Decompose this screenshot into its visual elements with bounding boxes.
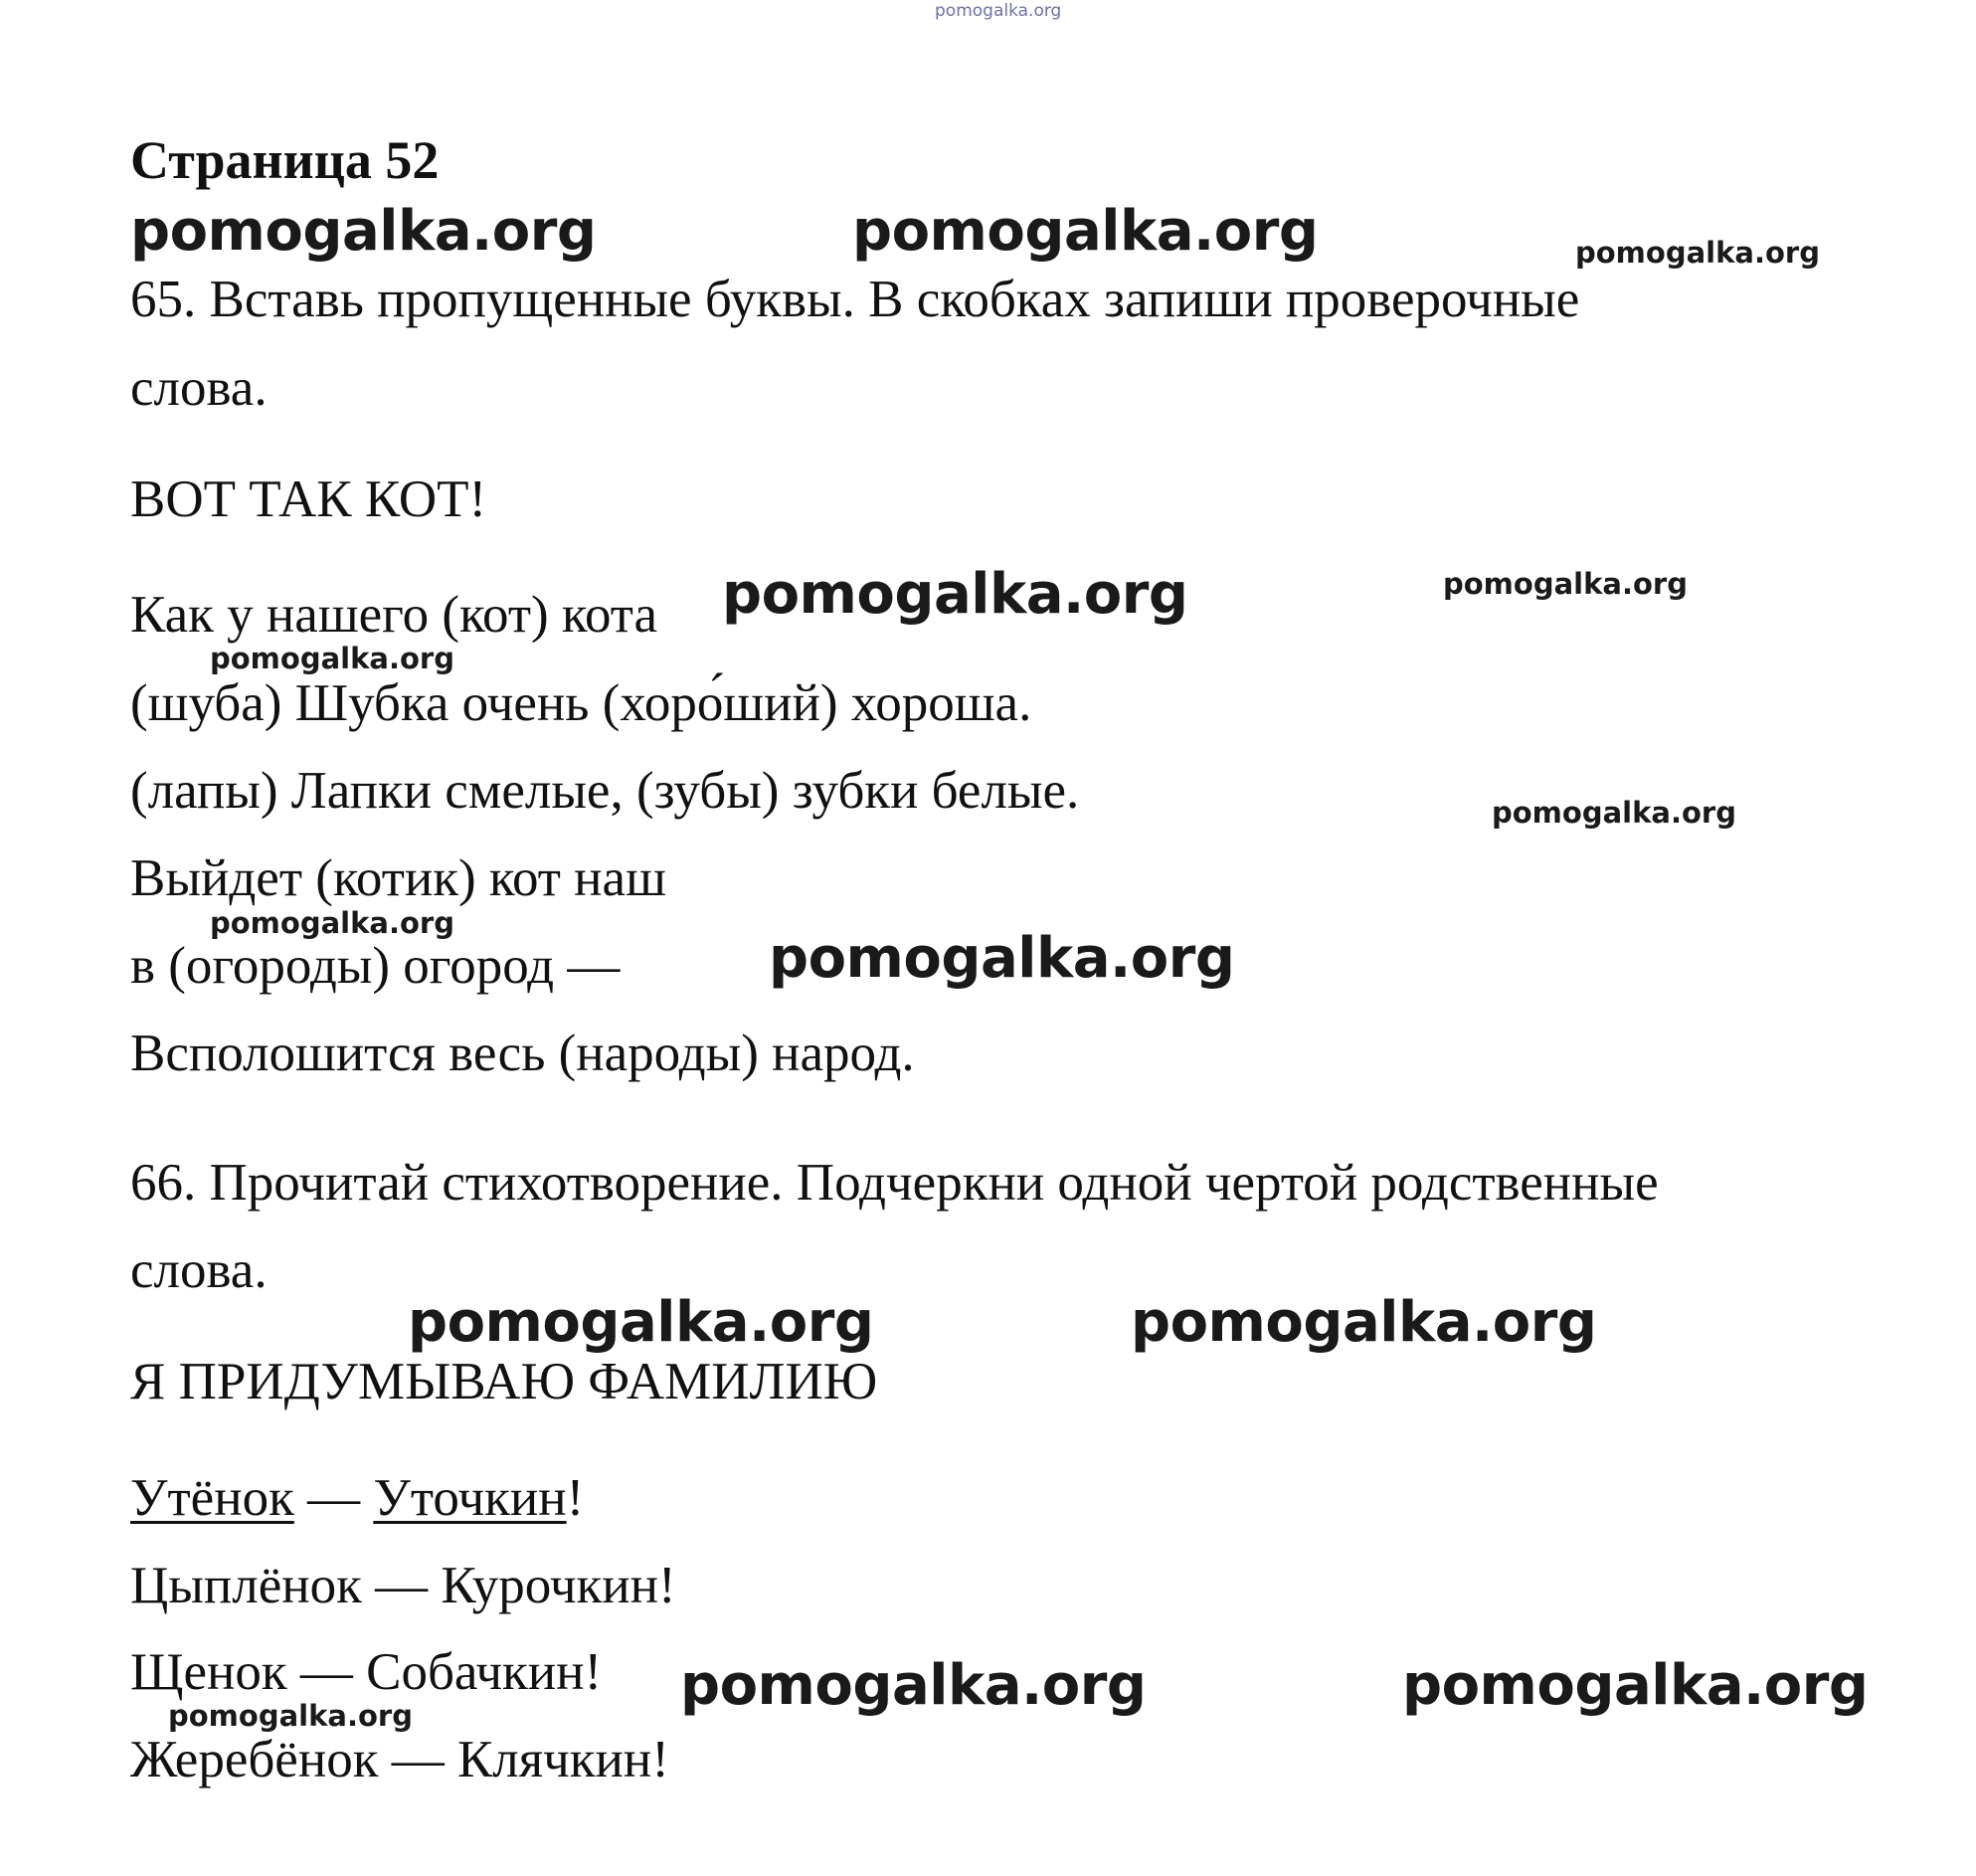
page-title: Страница 52	[130, 130, 440, 190]
exercise-65-task-line1: 65. Вставь пропущенные буквы. В скобках запиши проверочные	[130, 271, 1580, 328]
watermark: pomogalka.org	[722, 562, 1188, 627]
poem-line: Цыплёнок — Курочкин!	[130, 1557, 676, 1614]
poem-line: Выйдет (котик) кот наш	[130, 849, 666, 907]
watermark: pomogalka.org	[1402, 1653, 1869, 1718]
exclamation: !	[566, 1469, 585, 1527]
exercise-66-poem-title: Я ПРИДУМЫВАЮ ФАМИЛИЮ	[130, 1353, 878, 1410]
watermark: pomogalka.org	[680, 1653, 1147, 1718]
poem-line: (шуба) Шубка очень (хоро́ший) хороша.	[130, 674, 1032, 732]
watermark: pomogalka.org	[130, 199, 597, 264]
watermark: pomogalka.org	[1575, 236, 1820, 270]
watermark: pomogalka.org	[1131, 1290, 1597, 1355]
watermark: pomogalka.org	[210, 906, 454, 940]
dash: —	[293, 1469, 374, 1527]
watermark-top: pomogalka.org	[935, 1, 1062, 21]
exercise-66-task-line1: 66. Прочитай стихотворение. Подчеркни одной чертой родственные	[130, 1154, 1659, 1212]
underlined-word: Утёнок	[130, 1469, 294, 1527]
poem-line: Жеребёнок — Клячкин!	[130, 1731, 669, 1788]
poem-line: в (огороды) огород —	[130, 937, 621, 995]
poem-line: Как у нашего (кот) кота	[130, 586, 658, 644]
watermark: pomogalka.org	[210, 642, 454, 675]
watermark: pomogalka.org	[852, 199, 1319, 264]
poem-line: Всполошится весь (народы) народ.	[130, 1025, 915, 1082]
poem-line: Щенок — Собачкин!	[130, 1643, 603, 1701]
exercise-66-task-line2: слова.	[130, 1241, 268, 1299]
exercise-65-task-line2: слова.	[130, 359, 268, 417]
watermark: pomogalka.org	[1492, 796, 1736, 830]
watermark: pomogalka.org	[1443, 567, 1688, 601]
watermark: pomogalka.org	[408, 1290, 874, 1355]
underlined-word: Уточкин	[373, 1469, 567, 1527]
exercise-65-poem-title: ВОТ ТАК КОТ!	[130, 470, 487, 528]
poem-line-underlined	[130, 1469, 585, 1527]
poem-line: (лапы) Лапки смелые, (зубы) зубки белые.	[130, 762, 1080, 820]
watermark: pomogalka.org	[769, 926, 1235, 991]
watermark: pomogalka.org	[168, 1699, 413, 1733]
